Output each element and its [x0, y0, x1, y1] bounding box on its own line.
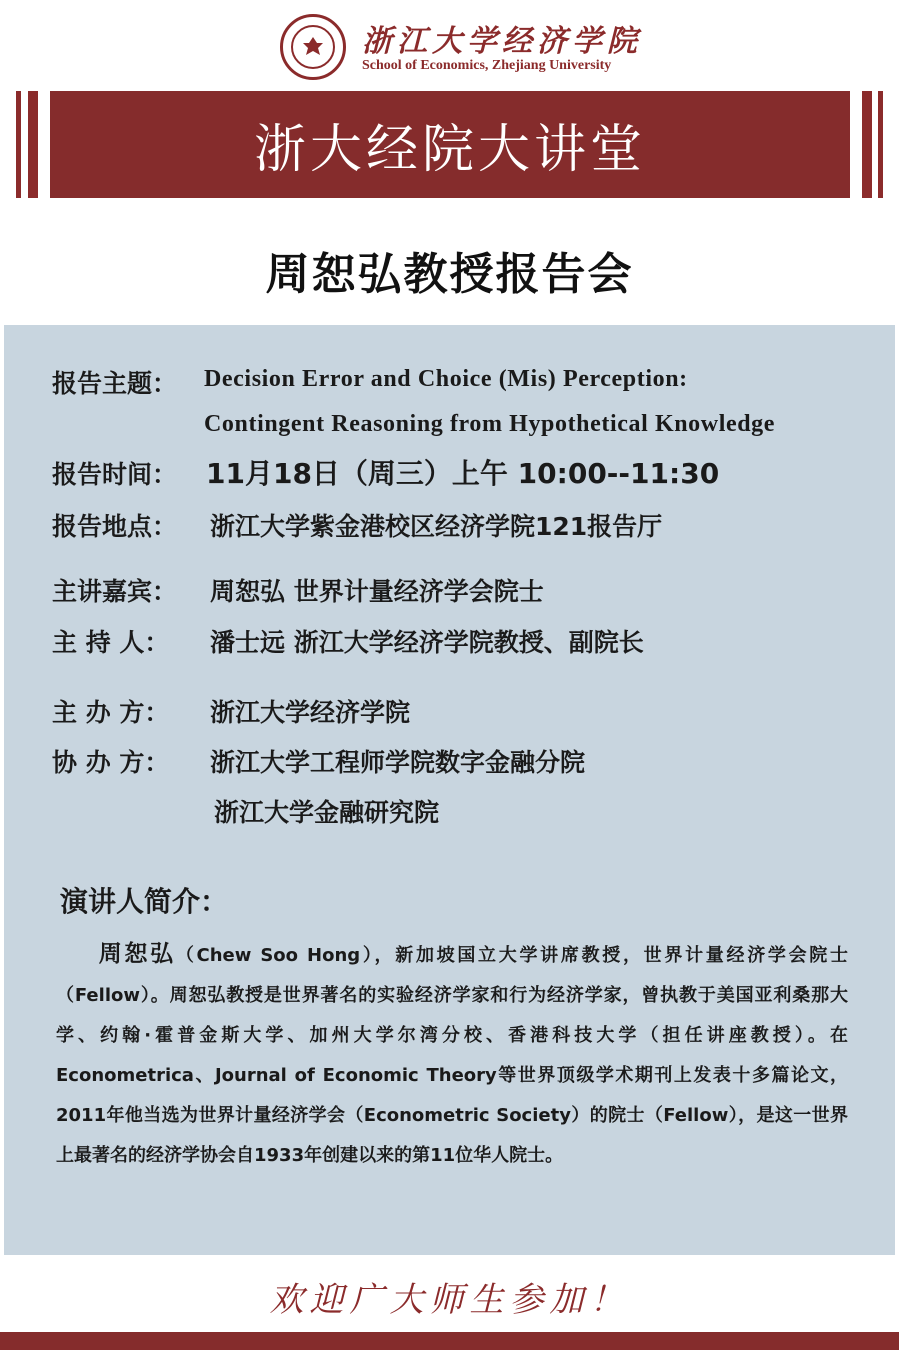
topic-label: 报告主题：: [52, 369, 178, 398]
coorganizer-value-2: 浙江大学金融研究院: [214, 798, 440, 827]
welcome-text: 欢迎广大师生参加！: [269, 1280, 630, 1320]
place-value: 浙江大学紫金港校区经济学院121报告厅: [210, 512, 663, 541]
coorganizer-value-1: 浙江大学工程师学院数字金融分院: [210, 748, 586, 777]
bio-text: （Chew Soo Hong），新加坡国立大学讲席教授，世界计量经济学会院士（Fellow）。周恕弘教授是世界著名的实验经济学家和行为经济学家，曾执教于美国亚利桑那大学、约翰·霍普金斯大学、加州大学尔湾分校、香港科技大学（担任讲座教授）。在Econometrica、Journal of Economic Theory等世界顶级学术期刊上发表十多篇论文，2011年他当选为世界计量经济学会（Econometric Society）的院士（Fellow），是这一世界上最著名的经济学协会自1933年创建以来的第11位华人院士。: [56, 945, 849, 1166]
host-value: 潘士远 浙江大学经济学院教授、副院长: [210, 628, 644, 657]
banner-left-stripe-2: [28, 91, 38, 198]
school-name-en: School of Economics, Zhejiang University: [362, 58, 612, 73]
intro-heading: 演讲人简介：: [60, 885, 229, 918]
time-value: 11月18日（周三）上午 10:00--11:30: [206, 457, 720, 490]
banner-right-stripe-2: [862, 91, 872, 198]
topic-line-1: Decision Error and Choice (Mis) Perception:: [204, 366, 688, 392]
speaker-label: 主讲嘉宾：: [52, 577, 178, 606]
topic-line-2: Contingent Reasoning from Hypothetical Knowledge: [204, 411, 776, 437]
coorganizer-label: 协 办 方：: [52, 748, 170, 777]
time-label: 报告时间：: [52, 460, 178, 489]
host-label: 主 持 人：: [52, 628, 170, 657]
bio-speaker-name: 周恕弘: [96, 941, 176, 967]
school-name-cn: 浙江大学经济学院: [362, 24, 642, 59]
speaker-value: 周恕弘 世界计量经济学会院士: [210, 577, 544, 606]
footer-bar: [0, 1332, 899, 1350]
organizer-label: 主 办 方：: [52, 698, 170, 727]
place-label: 报告地点：: [52, 512, 178, 541]
seal-emblem-icon: [291, 25, 335, 69]
banner-left-stripe: [16, 91, 21, 198]
lecture-banner: [50, 91, 850, 198]
banner-right-stripe: [878, 91, 883, 198]
organizer-value: 浙江大学经济学院: [210, 698, 411, 727]
page-subtitle: 周恕弘教授报告会: [265, 249, 634, 300]
speaker-bio: [56, 934, 848, 1176]
banner-title: 浙大经院大讲堂: [253, 120, 646, 180]
school-seal-logo: [280, 14, 346, 80]
